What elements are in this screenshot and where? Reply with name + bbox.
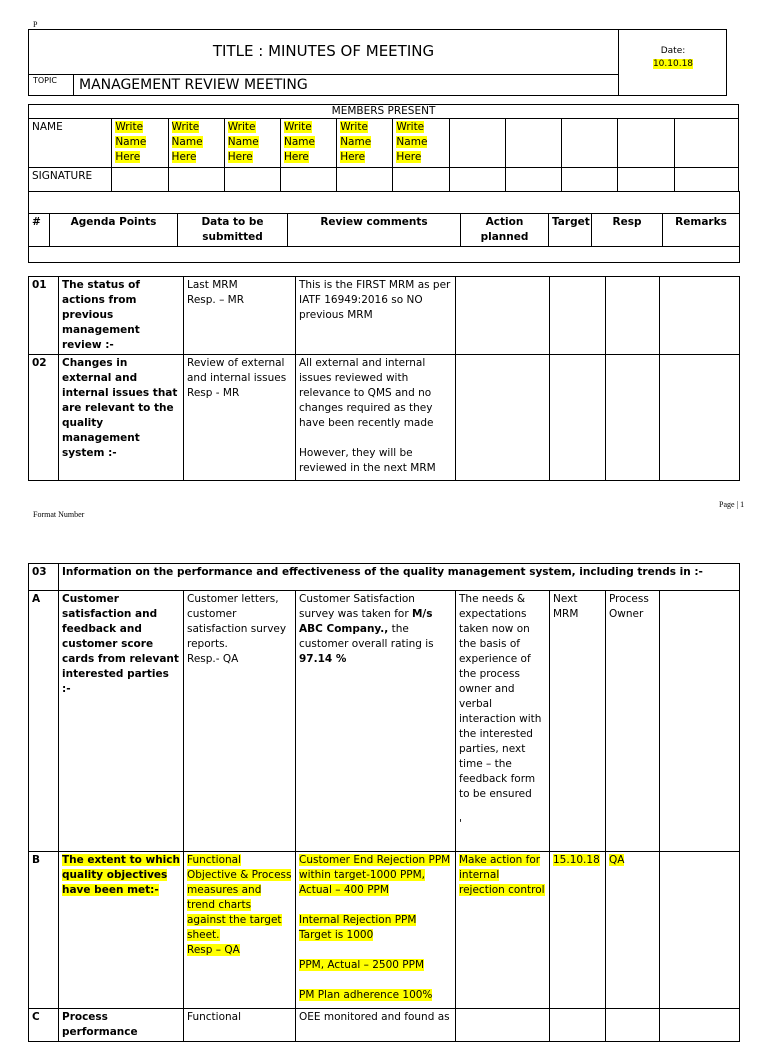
date-label: Date:: [660, 46, 686, 56]
table-row: C Process performance Functional OEE monitored and found as: [29, 1009, 740, 1042]
date-value: 10.10.18: [652, 59, 694, 69]
corner-mark: P: [33, 20, 38, 29]
col-action: Action planned: [461, 214, 549, 247]
agenda-table-page2: [28, 563, 740, 1042]
member-name-2[interactable]: Write Name Here: [168, 119, 224, 168]
col-agenda: Agenda Points: [50, 214, 178, 247]
agenda-header-table: [28, 191, 740, 263]
table-row: B The extent to which quality objectives have been met:- Functional Objective & Process measures and trend charts against the target sheet. Resp – QA Customer End Rejection PPM within target-1000 PPM, Actual – 400 PPM Internal Rejection PPM Target is 1000 PPM, Actual – 2500 PPM PM Plan adherence 100% Make action for internal rejection control 15.10.18 QA: [29, 852, 740, 1009]
format-number-label: Format Number: [33, 510, 85, 519]
member-name-1[interactable]: Write Name Here: [112, 119, 168, 168]
agenda-table-page1: [28, 276, 740, 481]
topic-label: TOPIC: [33, 76, 57, 85]
col-data: Data to be submitted: [178, 214, 288, 247]
table-row: 02 Changes in external and internal issues that are relevant to the quality management system :- Review of external and internal issues Resp - MR All external and internal issues reviewed with relevance to QMS and no changes required as they have been recently made However, they will be reviewed in the next MRM: [29, 355, 740, 481]
document-title: TITLE : MINUTES OF MEETING: [212, 42, 435, 60]
signature-label: SIGNATURE: [29, 168, 112, 192]
header-box: [28, 29, 727, 96]
members-table: [28, 104, 739, 192]
section-heading: Information on the performance and effectiveness of the quality management system, including trends in :-: [59, 564, 740, 591]
topic-value: MANAGEMENT REVIEW MEETING: [79, 77, 308, 93]
table-row: 01 The status of actions from previous management review :- Last MRM Resp. – MR This is the FIRST MRM as per IATF 16949:2016 so NO previous MRM: [29, 277, 740, 355]
col-review: Review comments: [288, 214, 461, 247]
members-heading: MEMBERS PRESENT: [29, 105, 739, 119]
member-name-4[interactable]: Write Name Here: [280, 119, 336, 168]
member-name-5[interactable]: Write Name Here: [337, 119, 393, 168]
page-number: Page | 1: [719, 500, 745, 509]
member-name-6[interactable]: Write Name Here: [393, 119, 449, 168]
col-number: #: [29, 214, 50, 247]
section-row: 03 Information on the performance and effectiveness of the quality management system, including trends in :-: [29, 564, 740, 591]
col-resp: Resp: [592, 214, 663, 247]
table-row: A Customer satisfaction and feedback and customer score cards from relevant interested parties :- Customer letters, customer satisfaction survey reports. Resp.- QA Customer Satisfaction survey was taken for M/s ABC Company., the customer overall rating is 97.14 % The needs & expectations taken now on the basis of experience of the process owner and verbal interaction with the interested parties, next time – the feedback form to be ensured ' Next MRM Process Owner: [29, 591, 740, 852]
member-name-3[interactable]: Write Name Here: [224, 119, 280, 168]
name-label: NAME: [29, 119, 112, 168]
col-target: Target: [549, 214, 592, 247]
col-remarks: Remarks: [663, 214, 740, 247]
